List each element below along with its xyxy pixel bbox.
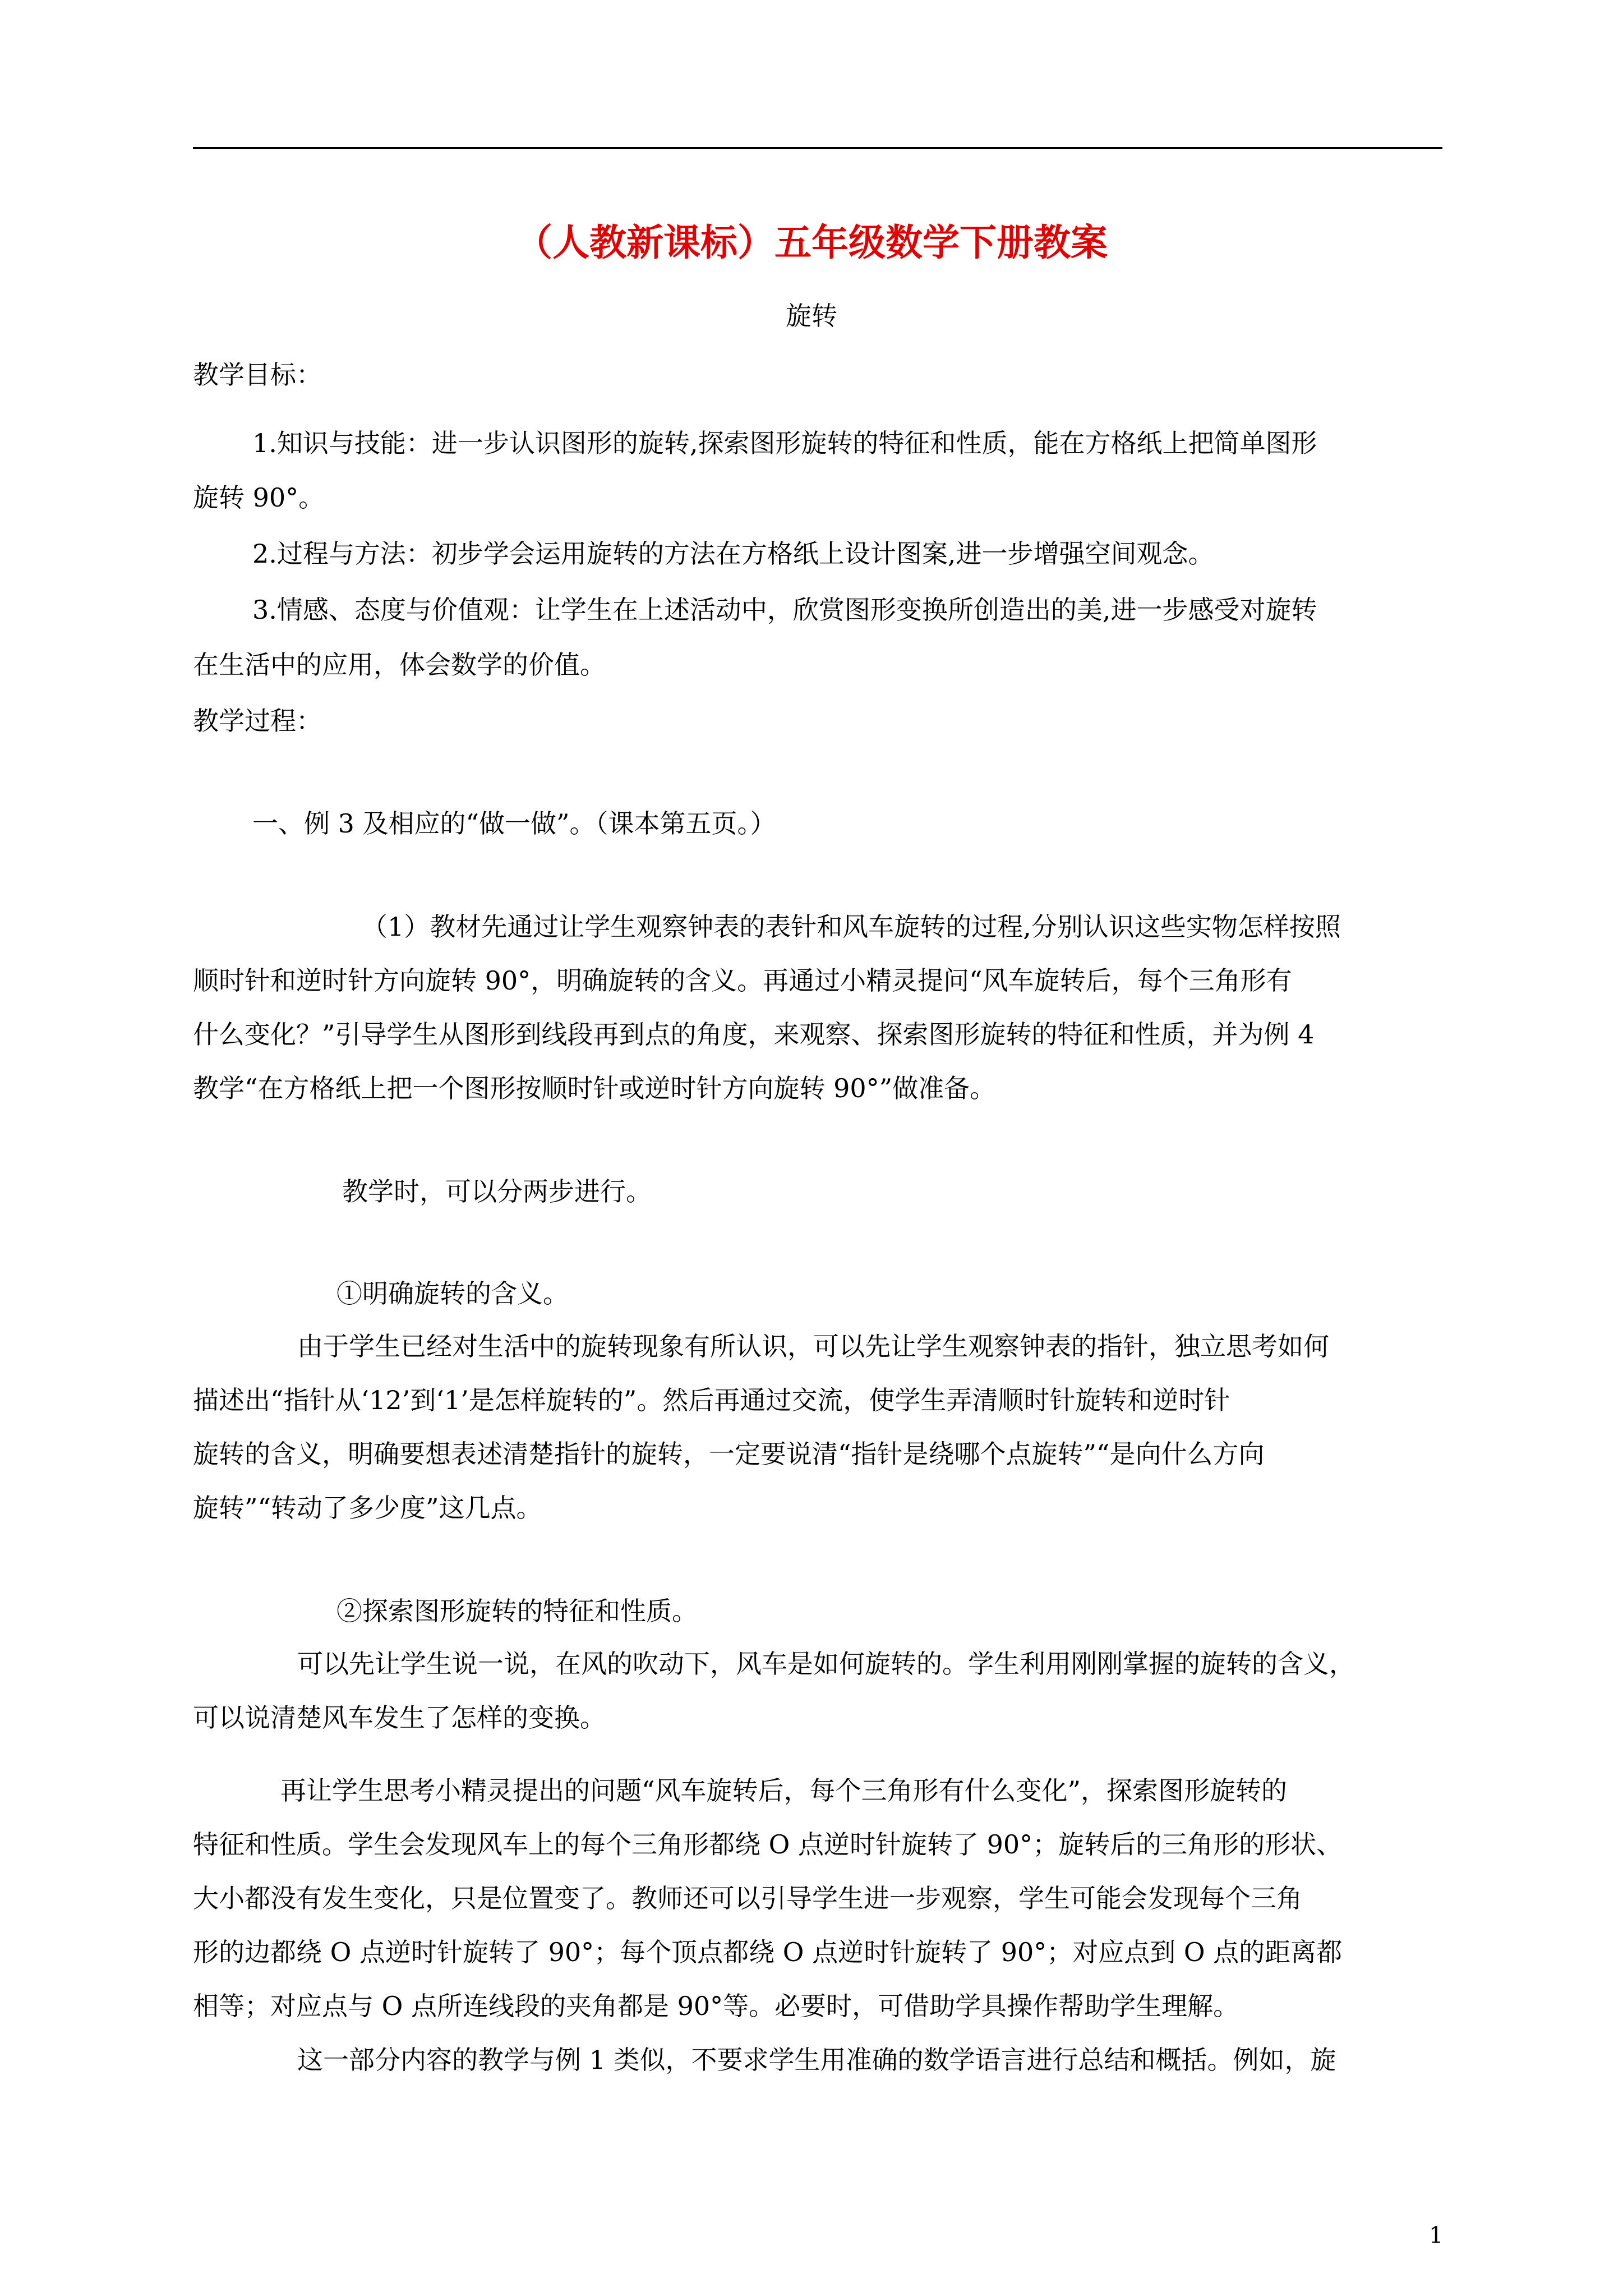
goal-3-line-1: 3.情感、态度与价值观：让学生在上述活动中，欣赏图形变换所创造出的美,进一步感受对旋转 <box>252 595 1317 625</box>
goals-heading: 教学目标： <box>193 360 322 390</box>
para-3-line-3: 旋转的含义，明确要想表述清楚指针的旋转，一定要说清“指针是绕哪个点旋转”“是向什么方向 <box>193 1439 1265 1469</box>
document-title: （人教新课标）五年级数学下册教案 <box>515 220 1108 264</box>
goal-1-line-1: 1.知识与技能：进一步认识图形的旋转,探索图形旋转的特征和性质，能在方格纸上把简单图形 <box>252 428 1317 458</box>
para-1-line-4: 教学“在方格纸上把一个图形按顺时针或逆时针方向旋转 90°”做准备。 <box>193 1073 996 1103</box>
para-3-line-1: 由于学生已经对生活中的旋转现象有所认识，可以先让学生观察钟表的指针，独立思考如何 <box>297 1331 1329 1361</box>
step-1-heading: ①明确旋转的含义。 <box>336 1278 569 1309</box>
document-subtitle: 旋转 <box>786 301 837 331</box>
para-6-line-1: 这一部分内容的教学与例 1 类似，不要求学生用准确的数学语言进行总结和概括。例如，旋 <box>297 2045 1336 2075</box>
para-4-line-2: 可以说清楚风车发生了怎样的变换。 <box>193 1703 606 1733</box>
para-5-line-5: 相等；对应点与 O 点所连线段的夹角都是 90°等。必要时，可借助学具操作帮助学生理解。 <box>193 1991 1239 2021</box>
para-4-line-1: 可以先让学生说一说，在风的吹动下，风车是如何旋转的。学生利用刚刚掌握的旋转的含义， <box>297 1649 1355 1679</box>
header-rule <box>193 147 1442 149</box>
goal-3-line-2: 在生活中的应用，体会数学的价值。 <box>193 650 606 680</box>
para-5-line-4: 形的边都绕 O 点逆时针旋转了 90°；每个顶点都绕 O 点逆时针旋转了 90°；对应点到 O 点的距离都 <box>193 1937 1343 1967</box>
para-1-line-1: （1）教材先通过让学生观察钟表的表针和风车旋转的过程,分别认识这些实物怎样按照 <box>362 912 1341 942</box>
process-heading: 教学过程： <box>193 706 322 736</box>
para-3-line-4: 旋转”“转动了多少度”这几点。 <box>193 1493 542 1523</box>
para-5-line-3: 大小都没有发生变化，只是位置变了。教师还可以引导学生进一步观察，学生可能会发现每个三角 <box>193 1883 1302 1913</box>
para-3-line-2: 描述出“指针从‘12’到‘1’是怎样旋转的”。然后再通过交流，使学生弄清顺时针旋转和逆时针 <box>193 1385 1230 1415</box>
step-2-heading: ②探索图形旋转的特征和性质。 <box>336 1596 698 1626</box>
page-number: 1 <box>1429 2223 1444 2248</box>
para-1-line-3: 什么变化？”引导学生从图形到线段再到点的角度，来观察、探索图形旋转的特征和性质，并为例 4 <box>193 1019 1315 1050</box>
para-5-line-2: 特征和性质。学生会发现风车上的每个三角形都绕 O 点逆时针旋转了 90°；旋转后的三角形的形状、 <box>193 1829 1343 1860</box>
goal-1-line-2: 旋转 90°。 <box>193 482 325 513</box>
goal-2: 2.过程与方法：初步学会运用旋转的方法在方格纸上设计图案,进一步增强空间观念。 <box>252 539 1214 569</box>
para-2: 教学时，可以分两步进行。 <box>342 1176 652 1207</box>
para-5-line-1: 再让学生思考小精灵提出的问题“风车旋转后，每个三角形有什么变化”，探索图形旋转的 <box>280 1775 1288 1806</box>
para-1-line-2: 顺时针和逆时针方向旋转 90°，明确旋转的含义。再通过小精灵提问“风车旋转后，每个三角形有 <box>193 965 1292 996</box>
section-1-heading: 一、例 3 及相应的“做一做”。（课本第五页。） <box>252 808 776 839</box>
